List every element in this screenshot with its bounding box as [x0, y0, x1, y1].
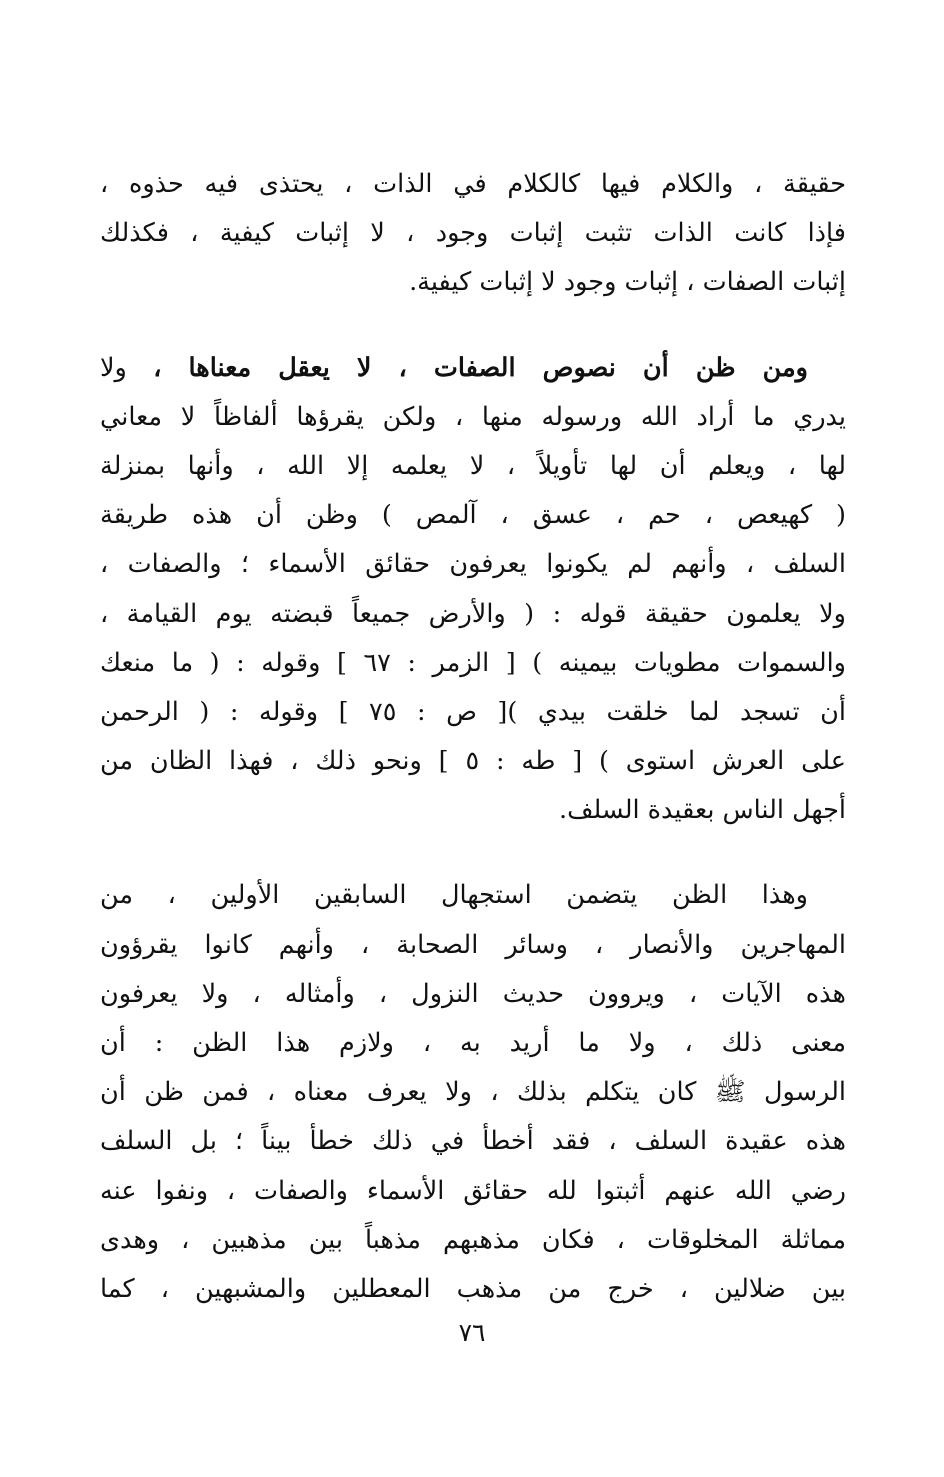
page-number: ٧٦ — [458, 1318, 486, 1347]
text-line: وهذا الظن يتضمن استجهال السابقين الأولين ، من — [100, 880, 808, 911]
text-line: ( كهيعص ، حم ، عسق ، آلمص ) وظن أن هذه طريقة — [100, 500, 846, 531]
text-line: فإذا كانت الذات تثبت إثبات وجود ، لا إثبات كيفية ، فكذلك — [100, 218, 846, 249]
text-line: يدري ما أراد الله ورسوله منها ، ولكن يقرؤها ألفاظاً لا معاني — [100, 401, 846, 432]
text-line: حقيقة ، والكلام فيها كالكلام في الذات ، يحتذى فيه حذوه ، — [100, 169, 846, 199]
lead-rest-text: ولا — [100, 352, 154, 383]
text-line: السلف ، وأنهم لم يكونوا يعرفون حقائق الأسماء ؛ والصفات ، — [100, 549, 846, 580]
text-line: والسموات مطويات بيمينه ) [ الزمر : ٦٧ ] وقوله : ( ما منعك — [100, 647, 846, 678]
paragraph-1 — [100, 160, 846, 308]
text-line: رضي الله عنهم أثبتوا لله حقائق الأسماء والصفات ، ونفوا عنه — [100, 1175, 846, 1206]
paragraph-2 — [100, 344, 846, 836]
text-line: ولا يعلمون حقيقة قوله : ( والأرض جميعاً قبضته يوم القيامة ، — [100, 598, 846, 629]
paragraph-gap — [100, 308, 846, 344]
text-line: أن تسجد لما خلقت بيدي )[ ص : ٧٥ ] وقوله : ( الرحمن — [100, 696, 846, 727]
text-line: بين ضلالين ، خرج من مذهب المعطلين والمشبهين ، كما — [100, 1273, 846, 1304]
text-line: معنى ذلك ، ولا ما أريد به ، ولازم هذا الظن : أن — [100, 1028, 846, 1058]
text-line: إثبات الصفات ، إثبات وجود لا إثبات كيفية. — [409, 267, 846, 298]
page-body — [100, 160, 846, 1314]
text-line: هذه الآيات ، ويروون حديث النزول ، وأمثاله ، ولا يعرفون — [100, 978, 846, 1009]
text-line: الرسول ﷺ كان يتكلم بذلك ، ولا يعرف معناه ، فمن ظن أن — [100, 1077, 846, 1108]
text-line: أجهل الناس بعقيدة السلف. — [559, 795, 846, 826]
bold-lead-text: ومن ظن أن نصوص الصفات ، لا يعقل معناها ، — [153, 352, 808, 383]
text-line: على العرش استوى ) [ طه : ٥ ] ونحو ذلك ، فهذا الظان من — [100, 746, 846, 777]
paragraph-gap — [100, 835, 846, 871]
text-line-lead — [100, 344, 846, 393]
text-line: مماثلة المخلوقات ، فكان مذهبهم مذهباً بين مذهبين ، وهدى — [100, 1224, 846, 1255]
paragraph-3 — [100, 871, 846, 1314]
text-line: المهاجرين والأنصار ، وسائر الصحابة ، وأنهم كانوا يقرؤون — [100, 929, 846, 960]
text-line: لها ، ويعلم أن لها تأويلاً ، لا يعلمه إلا الله ، وأنها بمنزلة — [100, 450, 846, 481]
text-line: هذه عقيدة السلف ، فقد أخطأ في ذلك خطأ بيناً ؛ بل السلف — [100, 1126, 846, 1157]
